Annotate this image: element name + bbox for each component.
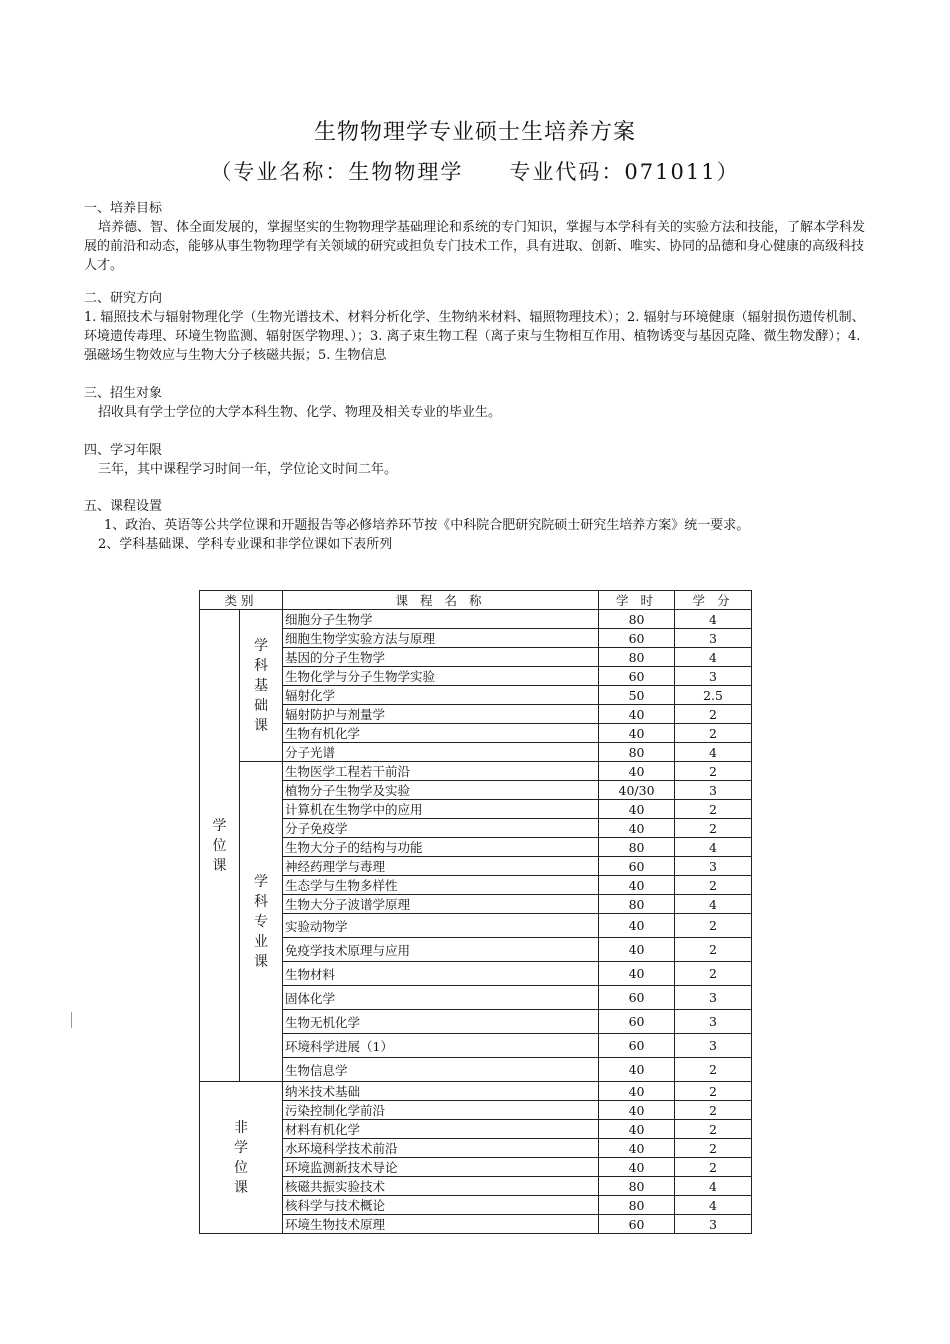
page-subtitle: （专业名称：生物物理学 专业代码：071011） [210, 160, 740, 184]
course-name: 纳米技术基础 [283, 1082, 599, 1101]
course-credits: 4 [675, 895, 752, 914]
header-credits: 学 分 [675, 591, 752, 610]
course-credits: 2 [675, 724, 752, 743]
course-name: 神经药理学与毒理 [283, 857, 599, 876]
course-name: 实验动物学 [283, 914, 599, 938]
course-hours: 40 [599, 1120, 675, 1139]
course-credits: 3 [675, 781, 752, 800]
course-credits: 2 [675, 938, 752, 962]
course-hours: 80 [599, 610, 675, 629]
course-name: 生物医学工程若干前沿 [283, 762, 599, 781]
course-hours: 40 [599, 762, 675, 781]
table-row [200, 743, 752, 762]
course-name: 生物信息学 [283, 1058, 599, 1082]
section-duration [84, 441, 874, 479]
page-title: 生物物理学专业硕士生培养方案 [313, 120, 636, 145]
table-row [200, 724, 752, 743]
course-hours: 40 [599, 705, 675, 724]
header-category: 类别 [200, 591, 283, 610]
course-name: 计算机在生物学中的应用 [283, 800, 599, 819]
course-credits: 4 [675, 838, 752, 857]
course-credits: 4 [675, 1177, 752, 1196]
table-row [200, 1177, 752, 1196]
course-name: 生态学与生物多样性 [283, 876, 599, 895]
course-credits: 4 [675, 743, 752, 762]
course-name: 固体化学 [283, 986, 599, 1010]
course-credits: 2 [675, 1082, 752, 1101]
course-name: 环境监测新技术导论 [283, 1158, 599, 1177]
section-enrollment [84, 384, 874, 422]
table-row [200, 819, 752, 838]
course-name: 污染控制化学前沿 [283, 1101, 599, 1120]
section-goals [84, 199, 874, 275]
table-row [200, 610, 752, 629]
table-row [200, 938, 752, 962]
course-name: 水环境科学技术前沿 [283, 1139, 599, 1158]
course-hours: 80 [599, 1196, 675, 1215]
course-table [199, 590, 752, 1234]
course-hours: 40/30 [599, 781, 675, 800]
table-row [200, 648, 752, 667]
table-row [200, 986, 752, 1010]
group-nondegree-label: 非 学 位 课 [200, 1082, 283, 1234]
group-major-label: 学 科 专 业 课 [240, 762, 283, 1082]
course-hours: 40 [599, 1082, 675, 1101]
course-name: 材料有机化学 [283, 1120, 599, 1139]
table-row [200, 1058, 752, 1082]
course-hours: 40 [599, 938, 675, 962]
course-hours: 40 [599, 914, 675, 938]
course-name: 核磁共振实验技术 [283, 1177, 599, 1196]
group-basic-label: 学 科 基 础 课 [240, 610, 283, 762]
course-credits: 2 [675, 1101, 752, 1120]
course-credits: 2 [675, 1158, 752, 1177]
course-name: 生物化学与分子生物学实验 [283, 667, 599, 686]
header-hours: 学 时 [599, 591, 675, 610]
section-text: 招收具有学士学位的大学本科生物、化学、物理及相关专业的毕业生。 [98, 405, 502, 420]
course-name: 辐射防护与剂量学 [283, 705, 599, 724]
course-credits: 2.5 [675, 686, 752, 705]
course-name: 基因的分子生物学 [283, 648, 599, 667]
course-name: 细胞生物学实验方法与原理 [283, 629, 599, 648]
section-heading: 一、培养目标 [84, 201, 163, 216]
section-heading: 四、学习年限 [84, 443, 163, 458]
table-row [200, 914, 752, 938]
course-hours: 80 [599, 648, 675, 667]
course-name: 核科学与技术概论 [283, 1196, 599, 1215]
degree-courses-body [200, 610, 752, 1082]
course-credits: 2 [675, 1120, 752, 1139]
course-credits: 2 [675, 962, 752, 986]
section-text: 培养德、智、体全面发展的，掌握坚实的生物物理学基础理论和系统的专门知识，掌握与本学科有关的实验方法和技能，了解本学科发展的前沿和动态，能够从事生物物理学有关领域的研究或担负专门技术工作，具有进取、创新、唯实、协同的品德和身心健康的高级科技人才。 [84, 220, 866, 273]
header-course-name: 课 程 名 称 [283, 591, 599, 610]
section-text: 三年，其中课程学习时间一年，学位论文时间二年。 [98, 462, 398, 477]
course-credits: 4 [675, 610, 752, 629]
course-credits: 2 [675, 914, 752, 938]
nondegree-courses-body [200, 1082, 752, 1234]
section-text: 2、学科基础课、学科专业课和非学位课如下表所列 [98, 537, 393, 552]
course-name: 免疫学技术原理与应用 [283, 938, 599, 962]
course-name: 生物大分子的结构与功能 [283, 838, 599, 857]
table-row [200, 1158, 752, 1177]
table-row [200, 1082, 752, 1101]
table-row [200, 686, 752, 705]
section-courses [84, 497, 874, 554]
table-row [200, 667, 752, 686]
table-row [200, 962, 752, 986]
course-credits: 3 [675, 1010, 752, 1034]
section-text: 1、政治、英语等公共学位课和开题报告等必修培养环节按《中科院合肥研究院硕士研究生培养方案》统一要求。 [104, 518, 750, 533]
course-credits: 3 [675, 986, 752, 1010]
course-name: 分子免疫学 [283, 819, 599, 838]
course-name: 植物分子生物学及实验 [283, 781, 599, 800]
section-heading: 五、课程设置 [84, 499, 163, 514]
course-hours: 60 [599, 986, 675, 1010]
table-row [200, 629, 752, 648]
course-hours: 40 [599, 876, 675, 895]
group-degree-label: 学 位 课 [200, 610, 240, 1082]
course-name: 环境科学进展（1） [283, 1034, 599, 1058]
course-credits: 4 [675, 648, 752, 667]
course-name: 环境生物技术原理 [283, 1215, 599, 1234]
section-heading: 二、研究方向 [84, 291, 163, 306]
table-row [200, 762, 752, 781]
course-credits: 2 [675, 1139, 752, 1158]
table-row [200, 1215, 752, 1234]
course-hours: 80 [599, 743, 675, 762]
course-credits: 3 [675, 667, 752, 686]
course-hours: 40 [599, 962, 675, 986]
table-row [200, 1010, 752, 1034]
course-credits: 3 [675, 1034, 752, 1058]
course-hours: 40 [599, 1139, 675, 1158]
margin-mark [71, 1012, 72, 1028]
course-name: 生物有机化学 [283, 724, 599, 743]
table-row [200, 838, 752, 857]
course-hours: 40 [599, 819, 675, 838]
table-row [200, 895, 752, 914]
course-hours: 60 [599, 1215, 675, 1234]
course-hours: 40 [599, 724, 675, 743]
section-research [84, 289, 874, 365]
course-hours: 80 [599, 838, 675, 857]
course-credits: 3 [675, 629, 752, 648]
course-name: 生物材料 [283, 962, 599, 986]
course-hours: 40 [599, 1158, 675, 1177]
table-row [200, 1101, 752, 1120]
course-credits: 2 [675, 762, 752, 781]
course-hours: 60 [599, 667, 675, 686]
section-heading: 三、招生对象 [84, 386, 163, 401]
course-hours: 60 [599, 1010, 675, 1034]
course-name: 辐射化学 [283, 686, 599, 705]
course-hours: 60 [599, 629, 675, 648]
course-credits: 2 [675, 819, 752, 838]
course-hours: 80 [599, 1177, 675, 1196]
course-credits: 2 [675, 876, 752, 895]
course-name: 生物无机化学 [283, 1010, 599, 1034]
table-header-row [200, 591, 752, 610]
section-text: 1. 辐照技术与辐射物理化学（生物光谱技术、材料分析化学、生物纳米材料、辐照物理技术）；2. 辐射与环境健康（辐射损伤遗传机制、环境遗传毒理、环境生物监测、辐射医学物理、）；3. 离子束生物工程（离子束与生物相互作用、植物诱变与基因克隆、微生物发酵）；4. 强磁场生物效应与生物大分子核磁共振；5. 生物信息 [84, 310, 865, 363]
course-credits: 2 [675, 705, 752, 724]
course-hours: 50 [599, 686, 675, 705]
course-hours: 60 [599, 857, 675, 876]
course-hours: 60 [599, 1034, 675, 1058]
course-credits: 3 [675, 1215, 752, 1234]
course-hours: 40 [599, 1101, 675, 1120]
table-row [200, 705, 752, 724]
table-row [200, 1139, 752, 1158]
course-hours: 80 [599, 895, 675, 914]
course-hours: 40 [599, 800, 675, 819]
table-row [200, 800, 752, 819]
course-name: 细胞分子生物学 [283, 610, 599, 629]
course-credits: 2 [675, 1058, 752, 1082]
table-row [200, 1196, 752, 1215]
course-credits: 2 [675, 800, 752, 819]
course-credits: 4 [675, 1196, 752, 1215]
course-name: 生物大分子波谱学原理 [283, 895, 599, 914]
course-name: 分子光谱 [283, 743, 599, 762]
course-credits: 3 [675, 857, 752, 876]
table-row [200, 1034, 752, 1058]
table-row [200, 1120, 752, 1139]
course-hours: 40 [599, 1058, 675, 1082]
table-row [200, 876, 752, 895]
table-row [200, 857, 752, 876]
table-row [200, 781, 752, 800]
